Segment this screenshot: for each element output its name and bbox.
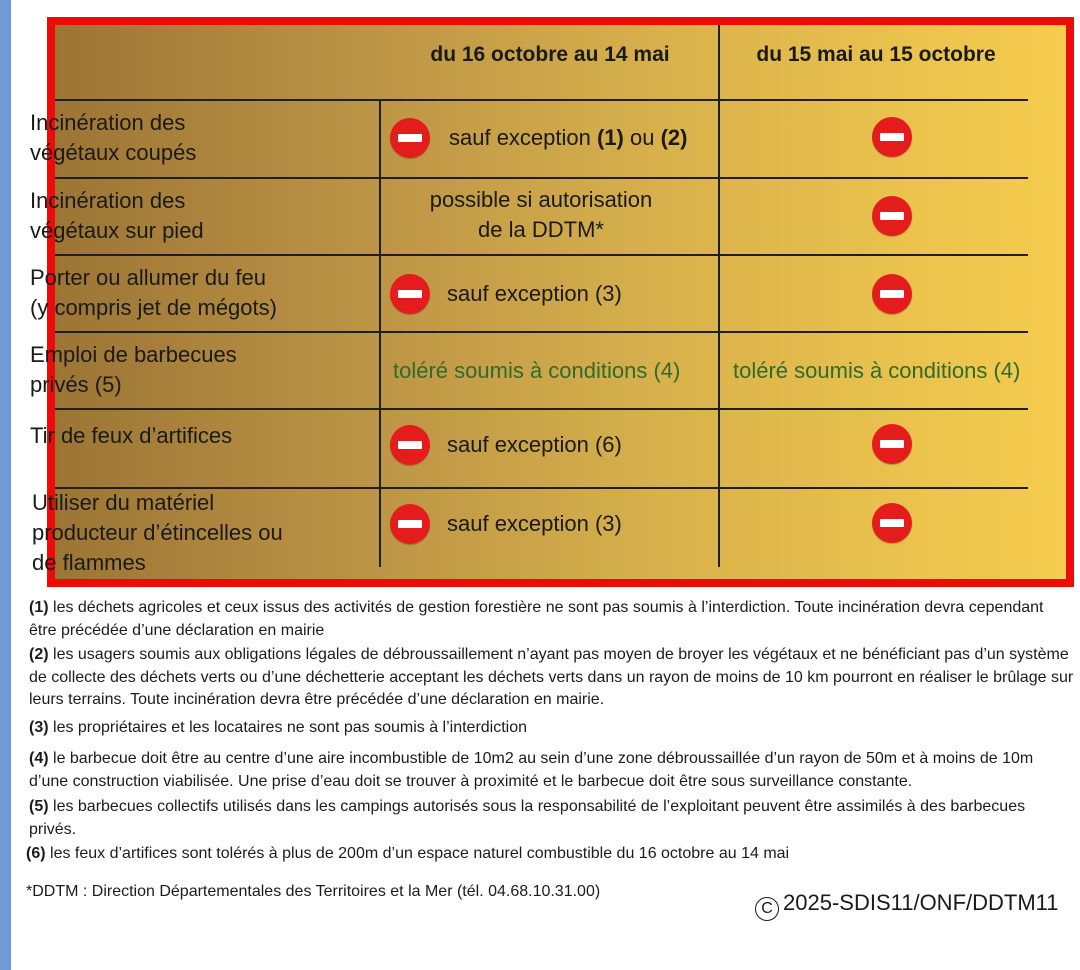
cell-text: sauf exception (1) ou (2) (449, 125, 688, 150)
no-entry-icon (390, 274, 430, 314)
cell-text: sauf exception (3) (447, 281, 622, 306)
no-entry-icon (872, 274, 912, 314)
cell-text: possible si autorisation de la DDTM* (429, 187, 653, 242)
column-header-winter: du 16 octobre au 14 mai (430, 43, 670, 66)
footnote-2: (2) les usagers soumis aux obligations légales de débroussaillement n’ayant pas moyen de broyer les végétaux et ne bénéficiant pas d’un système de collecte des déchets verts ou d’une déchetterie acceptant les déchets verts dans un rayon de moins de 10 km pourront en réaliser le brûlage sur leurs terrains. Toute incinération devra être précédée d’une déclaration en mairie. (29, 646, 1074, 708)
footnote-5: (5) les barbecues collectifs utilisés dans les campings autorisés sous la responsabilité de l’exploitant peuvent être assimilés à des barbecues privés. (29, 798, 1026, 838)
no-entry-icon (872, 196, 912, 236)
footnote-1: (1) les déchets agricoles et ceux issus des activités de gestion forestière ne sont pas soumis à l’interdiction. Toute incinération devra cependant être précédée d’une déclaration en mairie (29, 599, 1044, 639)
no-entry-icon (872, 424, 912, 464)
table-rule (55, 408, 1028, 410)
table-rule (55, 177, 1028, 179)
left-edge-strip (0, 0, 11, 970)
no-entry-icon (390, 504, 430, 544)
footnote-3: (3) les propriétaires et les locataires ne sont pas soumis à l’interdiction (29, 719, 528, 736)
no-entry-icon (872, 503, 912, 543)
no-entry-icon (390, 425, 430, 465)
row-label-barbecue: Emploi de barbecues privés (5) (30, 342, 237, 397)
column-header-summer: du 15 mai au 15 octobre (756, 43, 996, 66)
cell-text: sauf exception (6) (447, 432, 622, 457)
no-entry-icon (390, 118, 430, 158)
row-label-cut-vegetation: Incinération des végétaux coupés (30, 110, 197, 165)
table-rule (55, 99, 1028, 101)
table-rule (55, 331, 1028, 333)
cell-text: sauf exception (3) (447, 511, 622, 536)
row-label-fireworks: Tir de feux d’artifices (30, 423, 233, 448)
table-column-rule (718, 25, 720, 567)
row-label-spark-equipment: Utiliser du matériel producteur d’étincelles ou de flammes (32, 490, 283, 575)
row-label-fire: Porter ou allumer du feu (y compris jet de mégots) (30, 265, 277, 320)
row-label-standing-vegetation: Incinération des végétaux sur pied (30, 188, 204, 243)
ddtm-footnote: *DDTM : Direction Départementales des Territoires et la Mer (tél. 04.68.10.31.00) (26, 883, 601, 900)
cell-text-tolerated: toléré soumis à conditions (4) (733, 358, 1021, 383)
copyright: C 2025-SDIS11/ONF/DDTM11 (755, 888, 1059, 921)
table-column-rule (379, 99, 381, 567)
table-rule (55, 254, 1028, 256)
footnote-4: (4) le barbecue doit être au centre d’une aire incombustible de 10m2 au sein d’une zone débroussaillée d’un rayon de 50m et à moins de 10m d’une construction viabilisée. Une prise d’eau doit se trouver à proximité et le barbecue doit être sous surveillance constante. (29, 750, 1034, 790)
cell-text-tolerated: toléré soumis à conditions (4) (393, 358, 681, 383)
no-entry-icon (872, 117, 912, 157)
footnote-6: (6) les feux d’artifices sont tolérés à plus de 200m d’un espace naturel combustible du 16 octobre au 14 mai (26, 845, 790, 862)
copyright-icon: C (755, 897, 779, 921)
